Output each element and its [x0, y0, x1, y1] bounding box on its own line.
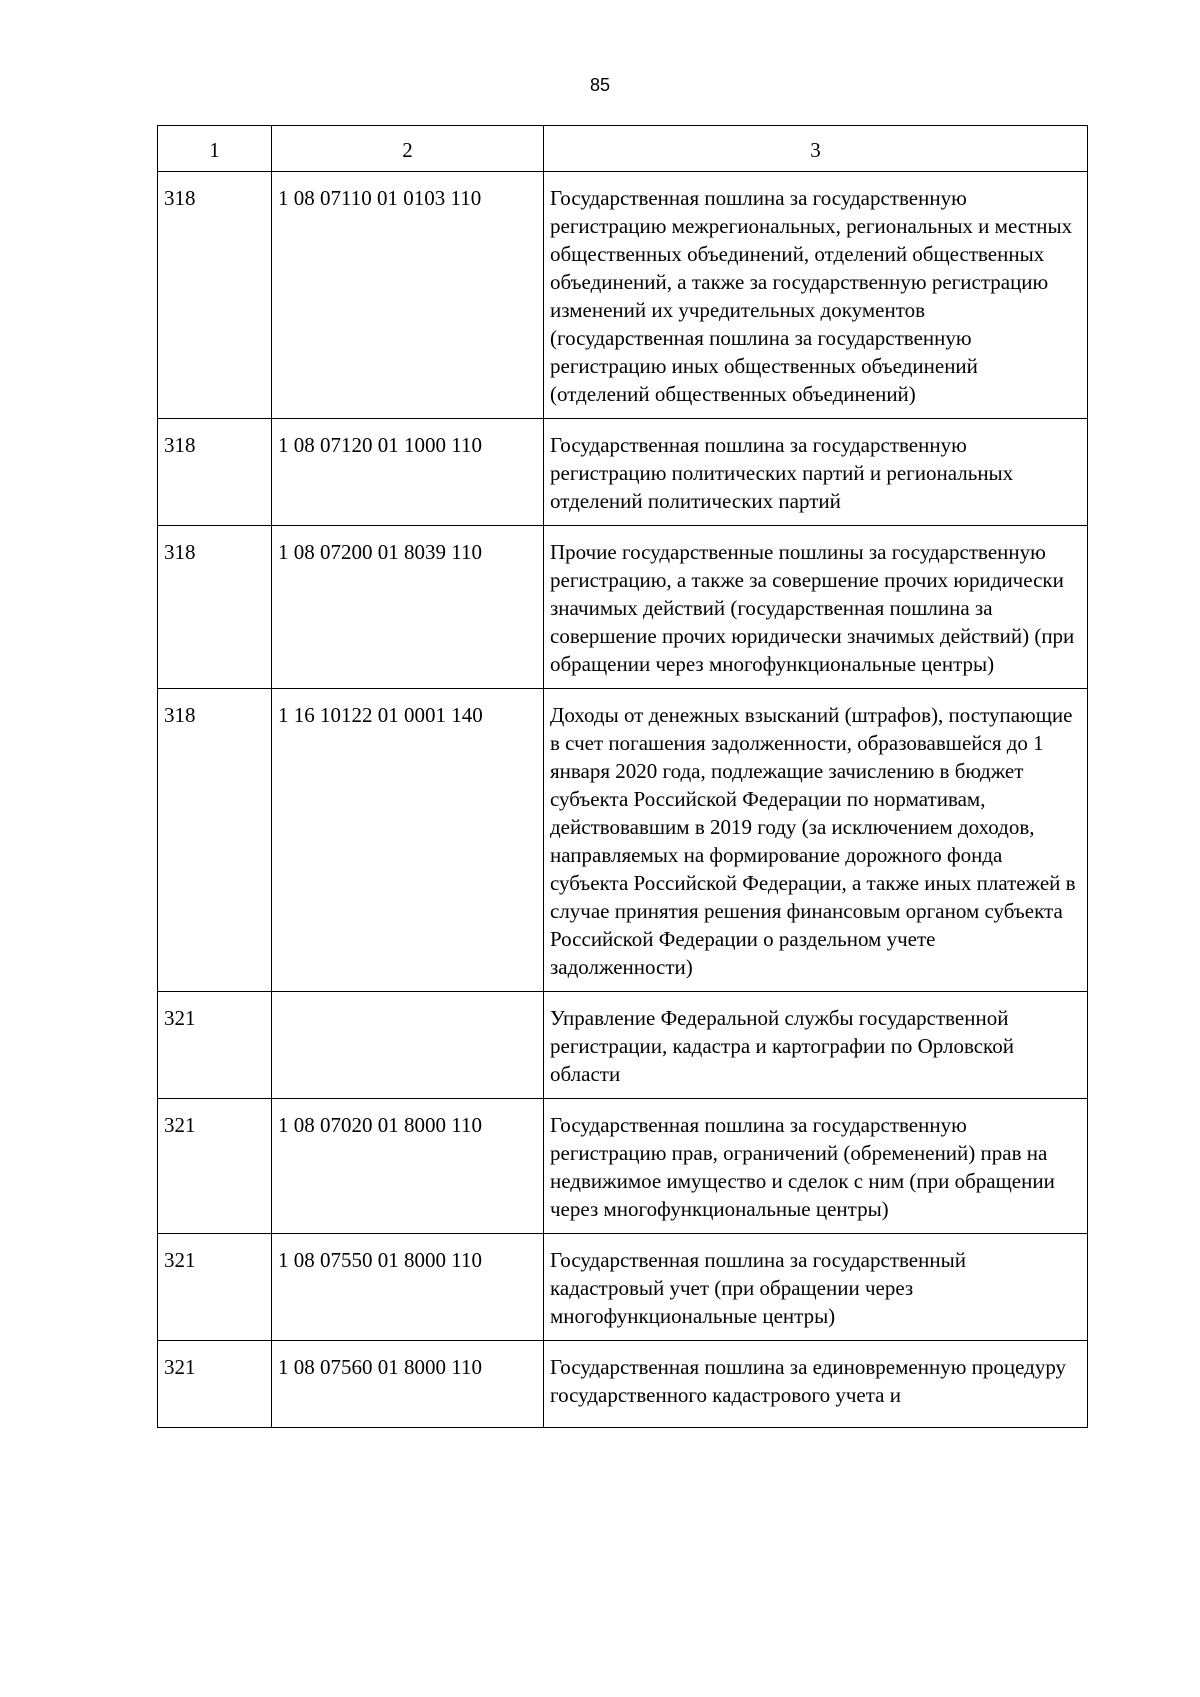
admin-code-cell: 321: [158, 1234, 272, 1341]
column-header-3: 3: [544, 126, 1088, 172]
description-cell: Государственная пошлина за государственную регистрацию межрегиональных, региональных и местных общественных объединений, отделений общественных объединений, а также за государственную регистрацию изменений их учредительных документов (государственная пошлина за государственную регистрацию иных общественных объединений (отделений общественных объединений): [544, 172, 1088, 419]
admin-code-cell: 318: [158, 526, 272, 689]
revenue-code-cell: 1 08 07560 01 8000 110: [272, 1341, 544, 1428]
table-row: [158, 1341, 1088, 1428]
table-row: [158, 992, 1088, 1099]
admin-code-cell: 318: [158, 419, 272, 526]
description-cell: Государственная пошлина за единовременную процедуру государственного кадастрового учета и: [544, 1341, 1088, 1428]
column-header-1: 1: [158, 126, 272, 172]
description-cell: Государственная пошлина за государственный кадастровый учет (при обращении через многофункциональные центры): [544, 1234, 1088, 1341]
description-cell: Управление Федеральной службы государственной регистрации, кадастра и картографии по Орловской области: [544, 992, 1088, 1099]
description-cell: Доходы от денежных взысканий (штрафов), поступающие в счет погашения задолженности, образовавшейся до 1 января 2020 года, подлежащие зачислению в бюджет субъекта Российской Федерации по нормативам, действовавшим в 2019 году (за исключением доходов, направляемых на формирование дорожного фонда субъекта Российской Федерации, а также иных платежей в случае принятия решения финансовым органом субъекта Российской Федерации о раздельном учете задолженности): [544, 689, 1088, 992]
table-header-row: [158, 126, 1088, 172]
description-cell: Государственная пошлина за государственную регистрацию прав, ограничений (обременений) прав на недвижимое имущество и сделок с ним (при обращении через многофункциональные центры): [544, 1099, 1088, 1234]
table-row: [158, 172, 1088, 419]
revenue-code-cell: 1 08 07020 01 8000 110: [272, 1099, 544, 1234]
revenue-code-cell: 1 08 07200 01 8039 110: [272, 526, 544, 689]
admin-code-cell: 321: [158, 1341, 272, 1428]
table-row: [158, 526, 1088, 689]
admin-code-cell: 318: [158, 172, 272, 419]
revenue-code-cell: 1 08 07120 01 1000 110: [272, 419, 544, 526]
revenue-code-cell: 1 08 07110 01 0103 110: [272, 172, 544, 419]
table-row: [158, 689, 1088, 992]
description-cell: Прочие государственные пошлины за государственную регистрацию, а также за совершение прочих юридически значимых действий (государственная пошлина за совершение прочих юридически значимых действий) (при обращении через многофункциональные центры): [544, 526, 1088, 689]
page-number: 85: [589, 75, 611, 95]
admin-code-cell: 321: [158, 1099, 272, 1234]
revenue-code-cell: 1 08 07550 01 8000 110: [272, 1234, 544, 1341]
admin-code-cell: 321: [158, 992, 272, 1099]
table-row: [158, 419, 1088, 526]
column-header-2: 2: [272, 126, 544, 172]
revenue-codes-table: [157, 125, 1088, 1428]
table-row: [158, 1099, 1088, 1234]
description-cell: Государственная пошлина за государственную регистрацию политических партий и региональных отделений политических партий: [544, 419, 1088, 526]
revenue-code-cell: [272, 992, 544, 1099]
admin-code-cell: 318: [158, 689, 272, 992]
revenue-code-cell: 1 16 10122 01 0001 140: [272, 689, 544, 992]
table-row: [158, 1234, 1088, 1341]
